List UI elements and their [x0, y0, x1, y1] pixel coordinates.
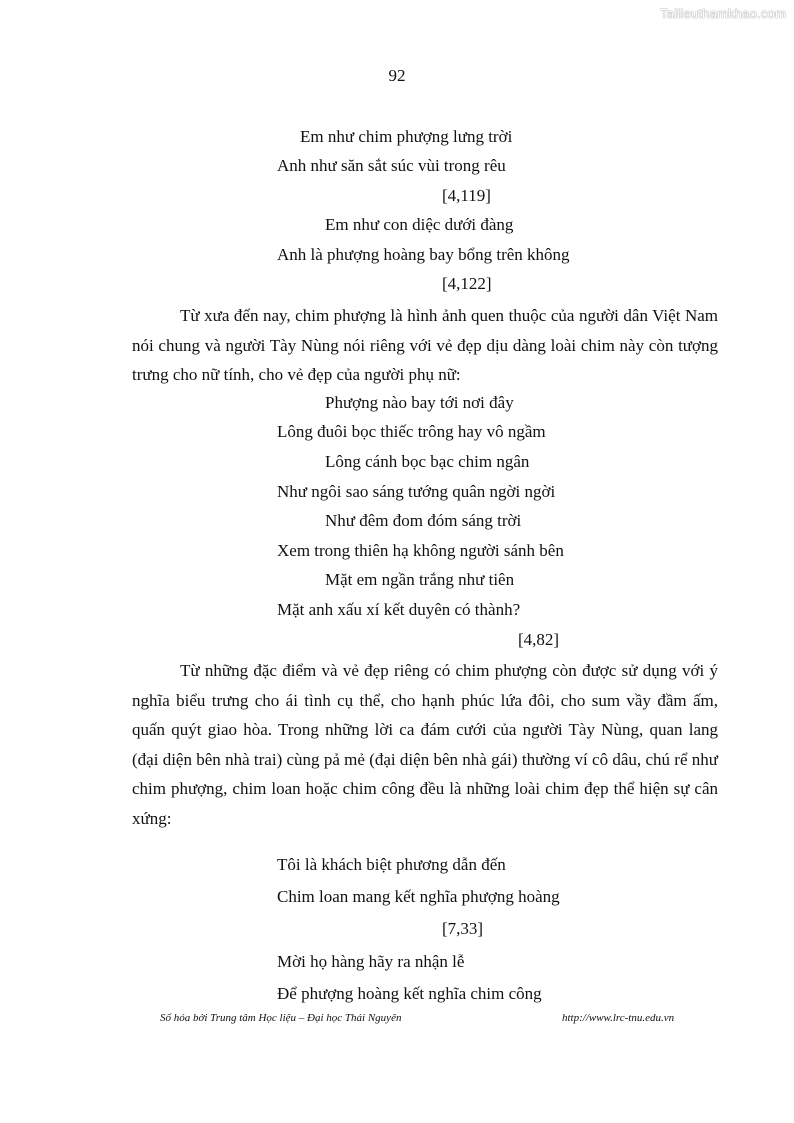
footer-url[interactable]: http://www.lrc-tnu.edu.vn	[562, 1012, 675, 1024]
citation: [4,122]	[442, 274, 492, 293]
verse-line: Mặt anh xấu xí kết duyên có thành?	[277, 600, 521, 619]
verse-line: Mời họ hàng hãy ra nhận lễ	[277, 952, 465, 971]
verse-line: Phượng nào bay tới nơi đây	[325, 393, 514, 412]
verse-line: Em như con diệc dưới đàng	[325, 215, 514, 234]
verse-line: Để phượng hoàng kết nghĩa chim công	[277, 984, 542, 1003]
paragraph-text: Từ những đặc điểm và vẻ đẹp riêng có chim phượng còn được sử dụng với ý nghĩa biểu trưng cho ái tình cụ thể, cho hạnh phúc lứa đôi, cho sum vầy đầm ấm, quấn quýt giao hòa. Trong những lời ca đám cưới của người Tày Nùng, quan lang (đại diện bên nhà trai) cùng pả mẻ (đại diện bên nhà gái) thường ví cô dâu, chú rể như chim phượng, chim loan hoặc chim công đều là những loài chim đẹp thể hiện sự cân xứng:	[132, 661, 718, 828]
citation: [4,82]	[518, 630, 560, 649]
paragraph-text: Từ xưa đến nay, chim phượng là hình ảnh quen thuộc của người dân Việt Nam nói chung và người Tày Nùng nói riêng với vẻ đẹp dịu dàng loài chim này còn tượng trưng cho nữ tính, cho vẻ đẹp của người phụ nữ:	[132, 306, 718, 385]
site-watermark: Tailieuthamkhao.com	[660, 6, 786, 21]
verse-line: Mặt em ngần trắng như tiên	[325, 570, 515, 589]
verse-line: Em như chim phượng lưng trời	[300, 127, 513, 146]
paragraph	[132, 656, 718, 834]
verse-line: Như ngôi sao sáng tướng quân ngời ngời	[277, 482, 556, 501]
verse-line: Như đêm đom đóm sáng trời	[325, 511, 522, 530]
citation: [4,119]	[442, 186, 491, 205]
paragraph	[132, 301, 718, 390]
footer-source: Số hóa bởi Trung tâm Học liệu – Đại học Thái Nguyên	[160, 1012, 402, 1024]
verse-line: Chim loan mang kết nghĩa phượng hoàng	[277, 887, 560, 906]
verse-line: Tôi là khách biệt phương dẫn đến	[277, 855, 506, 874]
verse-line: Lông đuôi bọc thiếc trông hay vô ngầm	[277, 422, 546, 441]
verse-line: Anh như săn sắt súc vùi trong rêu	[277, 156, 506, 175]
citation: [7,33]	[442, 919, 484, 938]
page-number: 92	[388, 66, 406, 85]
verse-line: Lông cánh bọc bạc chim ngân	[325, 452, 530, 471]
verse-line: Anh là phượng hoàng bay bổng trên không	[277, 245, 570, 264]
verse-line: Xem trong thiên hạ không người sánh bên	[277, 541, 564, 560]
